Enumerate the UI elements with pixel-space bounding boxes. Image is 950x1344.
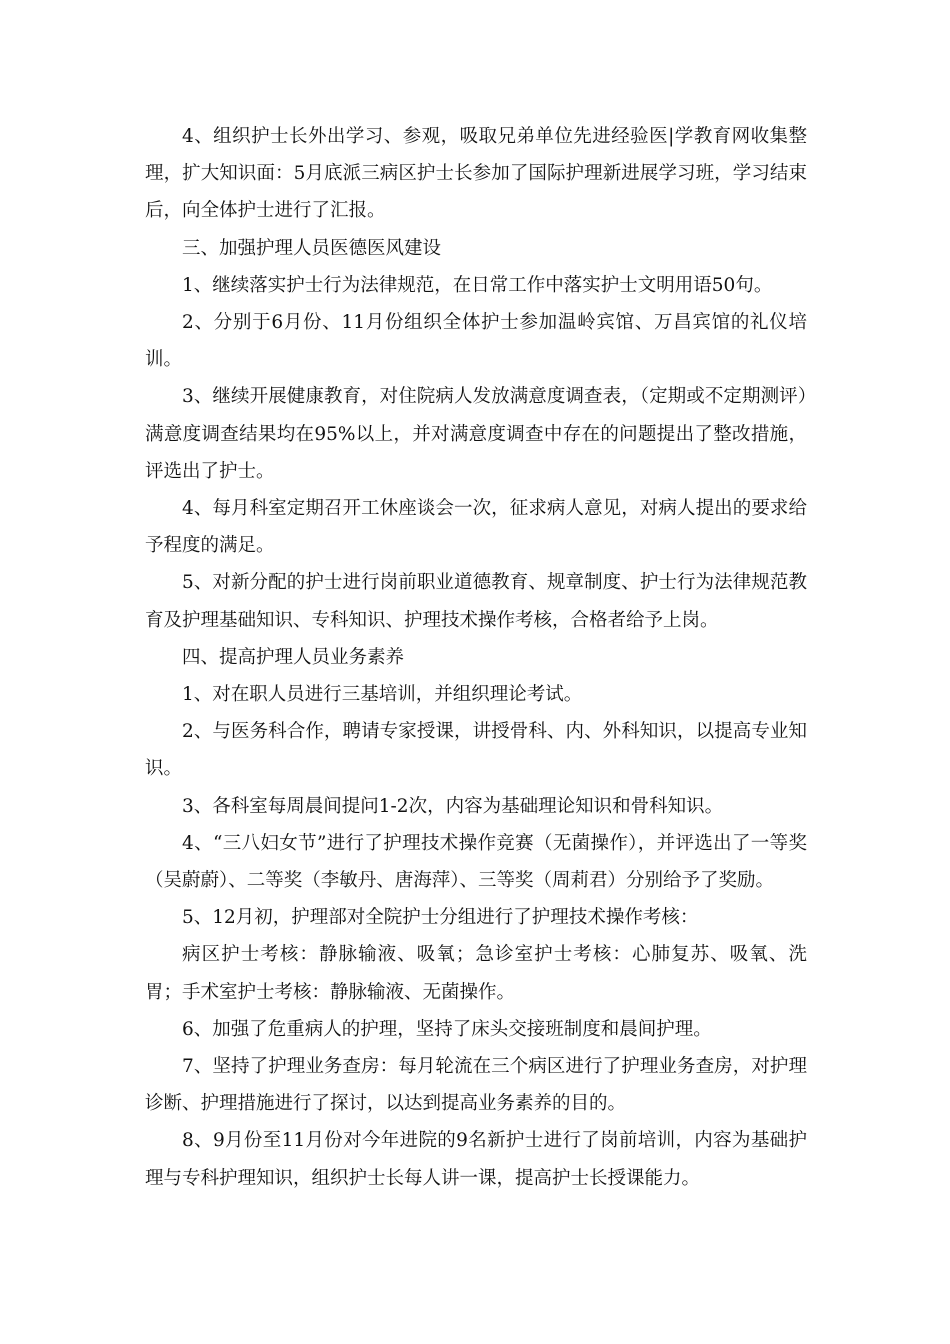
- paragraph-skills-2: 2、与医务科合作，聘请专家授课，讲授骨科、内、外科知识，以提高专业知识。: [145, 721, 807, 780]
- paragraph-ethics-2: 2、分别于6月份、11月份组织全体护士参加温岭宾馆、万昌宾馆的礼仪培训。: [145, 312, 807, 371]
- paragraph-skills-8: 8、9月份至11月份对今年进院的9名新护士进行了岗前培训，内容为基础护理与专科护理知识，组织护士长每人讲一课，提高护士长授课能力。: [145, 1130, 807, 1189]
- section-heading-skills: 四、提高护理人员业务素养: [182, 646, 405, 668]
- paragraph-ethics-1: 1、继续落实护士行为法律规范，在日常工作中落实护士文明用语50句。: [182, 274, 773, 296]
- paragraph-skills-3: 3、各科室每周晨间提问1-2次，内容为基础理论知识和骨科知识。: [182, 795, 724, 817]
- document-body: [145, 118, 807, 1197]
- paragraph-skills-4: 4、“三八妇女节”进行了护理技术操作竞赛（无菌操作），并评选出了一等奖（吴蔚蔚）、二等奖（李敏丹、唐海萍）、三等奖（周莉君）分别给予了奖励。: [145, 832, 807, 892]
- paragraph-ethics-3: 3、继续开展健康教育，对住院病人发放满意度调查表，（定期或不定期测评）满意度调查结果均在95%以上，并对满意度调查中存在的问题提出了整改措施，评选出了护士。: [145, 386, 807, 482]
- paragraph-skills-1: 1、对在职人员进行三基培训，并组织理论考试。: [182, 684, 583, 706]
- paragraph-ethics-4: 4、每月科室定期召开工休座谈会一次，征求病人意见，对病人提出的要求给予程度的满足。: [145, 498, 807, 557]
- paragraph-skills-5: 5、12月初，护理部对全院护士分组进行了护理技术操作考核：: [182, 907, 699, 929]
- paragraph-study-trip: 4、组织护士长外出学习、参观，吸取兄弟单位先进经验医|学教育网收集整理，扩大知识面：5月底派三病区护士长参加了国际护理新进展学习班，学习结束后，向全体护士进行了汇报。: [145, 126, 807, 222]
- paragraph-skills-7: 7、坚持了护理业务查房：每月轮流在三个病区进行了护理业务查房，对护理诊断、护理措施进行了探讨，以达到提高业务素养的目的。: [145, 1056, 807, 1115]
- paragraph-skills-5-detail: 病区护士考核：静脉输液、吸氧；急诊室护士考核：心肺复苏、吸氧、洗胃；手术室护士考核：静脉输液、无菌操作。: [145, 944, 807, 1003]
- paragraph-ethics-5: 5、对新分配的护士进行岗前职业道德教育、规章制度、护士行为法律规范教育及护理基础知识、专科知识、护理技术操作考核，合格者给予上岗。: [145, 572, 807, 631]
- section-heading-ethics: 三、加强护理人员医德医风建设: [182, 237, 442, 259]
- paragraph-skills-6: 6、加强了危重病人的护理，坚持了床头交接班制度和晨间护理。: [182, 1018, 712, 1040]
